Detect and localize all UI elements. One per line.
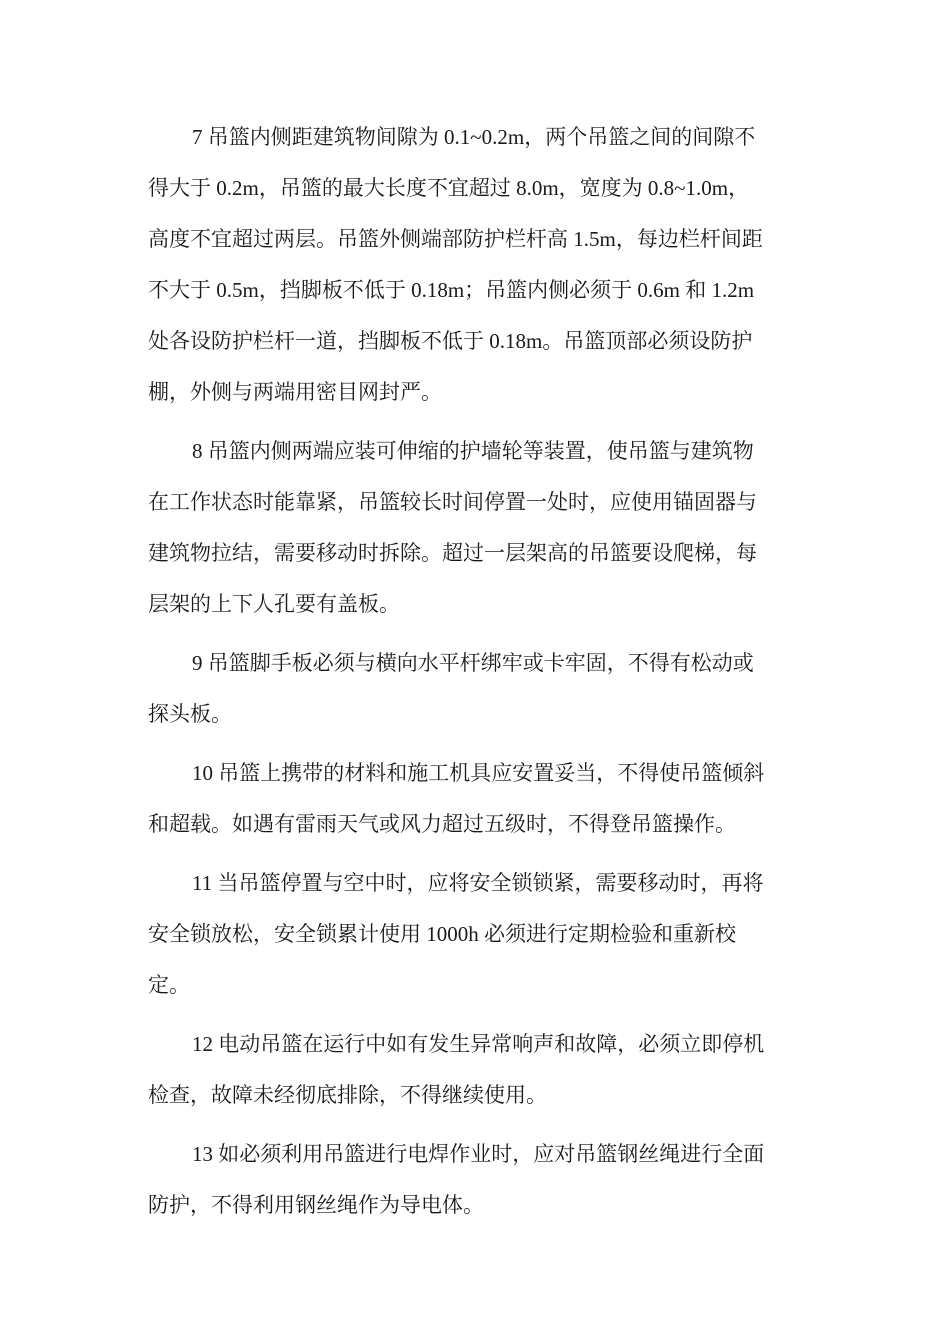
text-line: 12 电动吊篮在运行中如有发生异常响声和故障，必须立即停机: [192, 1032, 765, 1056]
text-line: 不大于 0.5m，挡脚板不低于 0.18m；吊篮内侧必须于 0.6m 和 1.2m: [148, 278, 755, 302]
text-line: 和超载。如遇有雷雨天气或风力超过五级时，不得登吊篮操作。: [148, 812, 736, 836]
text-line: 在工作状态时能靠紧，吊篮较长时间停置一处时，应使用锚固器与: [148, 490, 757, 514]
paragraph-item-8: [148, 426, 808, 630]
paragraph-item-9: [148, 638, 808, 740]
text-line: 7 吊篮内侧距建筑物间隙为 0.1~0.2m，两个吊篮之间的间隙不: [192, 125, 756, 149]
text-line: 高度不宜超过两层。吊篮外侧端部防护栏杆高 1.5m，每边栏杆间距: [148, 227, 763, 251]
paragraph-item-12: [148, 1019, 808, 1121]
text-line: 建筑物拉结，需要移动时拆除。超过一层架高的吊篮要设爬梯，每: [148, 541, 757, 565]
text-line: 处各设防护栏杆一道，挡脚板不低于 0.18m。吊篮顶部必须设防护: [148, 329, 753, 353]
paragraph-item-13: [148, 1129, 808, 1231]
text-line: 层架的上下人孔要有盖板。: [148, 592, 400, 616]
document-body: [148, 112, 808, 1239]
paragraph-item-10: [148, 748, 808, 850]
text-line: 探头板。: [148, 702, 232, 726]
text-line: 防护，不得利用钢丝绳作为导电体。: [148, 1193, 484, 1217]
text-line: 9 吊篮脚手板必须与横向水平杆绑牢或卡牢固，不得有松动或: [192, 651, 754, 675]
paragraph-item-11: [148, 858, 808, 1011]
text-line: 定。: [148, 973, 190, 997]
text-line: 8 吊篮内侧两端应装可伸缩的护墙轮等装置，使吊篮与建筑物: [192, 439, 754, 463]
text-line: 10 吊篮上携带的材料和施工机具应安置妥当，不得使吊篮倾斜: [192, 761, 765, 785]
paragraph-item-7: [148, 112, 808, 418]
text-line: 检查，故障未经彻底排除，不得继续使用。: [148, 1083, 547, 1107]
text-line: 安全锁放松，安全锁累计使用 1000h 必须进行定期检验和重新校: [148, 922, 736, 946]
text-line: 13 如必须利用吊篮进行电焊作业时，应对吊篮钢丝绳进行全面: [192, 1142, 765, 1166]
text-line: 11 当吊篮停置与空中时，应将安全锁锁紧，需要移动时，再将: [192, 871, 764, 895]
text-line: 得大于 0.2m，吊篮的最大长度不宜超过 8.0m，宽度为 0.8~1.0m，: [148, 176, 750, 200]
text-line: 棚，外侧与两端用密目网封严。: [148, 380, 442, 404]
